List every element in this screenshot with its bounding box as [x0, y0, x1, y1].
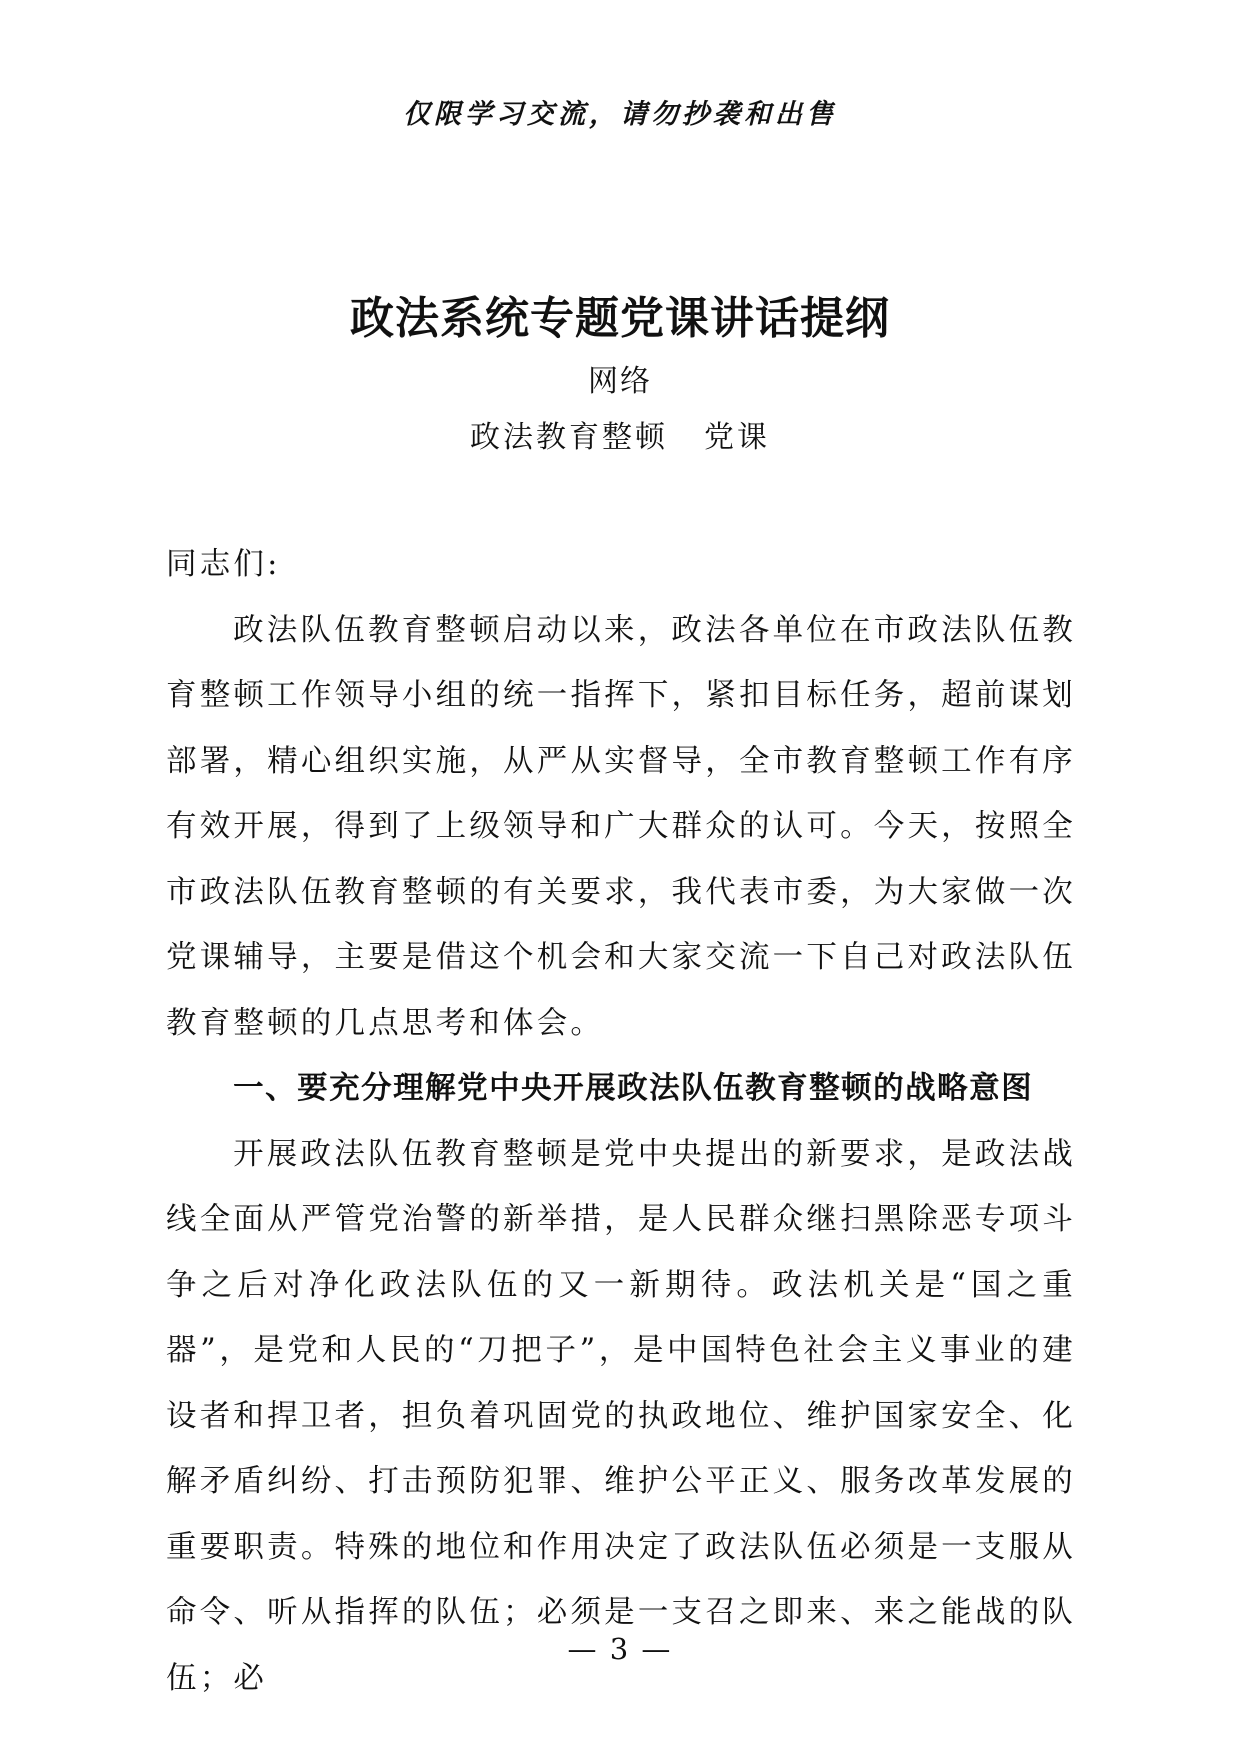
- page-number: — 3 —: [567, 1632, 673, 1666]
- paragraph: 开展政法队伍教育整顿是党中央提出的新要求，是政法战线全面从严管党治警的新举措，是人民群众继扫黑除恶专项斗争之后对净化政法队伍的又一新期待。政法机关是“国之重器”，是党和人民的“刀把子”，是中国特色社会主义事业的建设者和捍卫者，担负着巩固党的执政地位、维护国家安全、化解矛盾纠纷、打击预防犯罪、维护公平正义、服务改革发展的重要职责。特殊的地位和作用决定了政法队伍必须是一支服从命令、听从指挥的队伍；必须是一支召之即来、来之能战的队伍；必: [166, 1136, 1076, 1696]
- author: 网络: [588, 364, 652, 399]
- document-title: 政法系统专题党课讲话提纲: [350, 293, 890, 344]
- paragraph: 政法队伍教育整顿启动以来，政法各单位在市政法队伍教育整顿工作领导小组的统一指挥下，紧扣目标任务，超前谋划部署，精心组织实施，从严从实督导，全市教育整顿工作有序有效开展，得到了上级领导和广大群众的认可。今天，按照全市政法队伍教育整顿的有关要求，我代表市委，为大家做一次党课辅导，主要是借这个机会和大家交流一下自己对政法队伍教育整顿的几点思考和体会。: [166, 612, 1076, 1041]
- tag: 政法教育整顿: [470, 420, 668, 455]
- document-body: [166, 532, 1076, 1711]
- tags: [0, 412, 1240, 456]
- salutation: 同志们:: [166, 547, 281, 582]
- tag: 党课: [704, 420, 770, 455]
- header-note: 仅限学习交流，请勿抄袭和出售: [403, 99, 837, 130]
- section-heading: 一、要充分理解党中央开展政法队伍教育整顿的战略意图: [233, 1070, 1034, 1106]
